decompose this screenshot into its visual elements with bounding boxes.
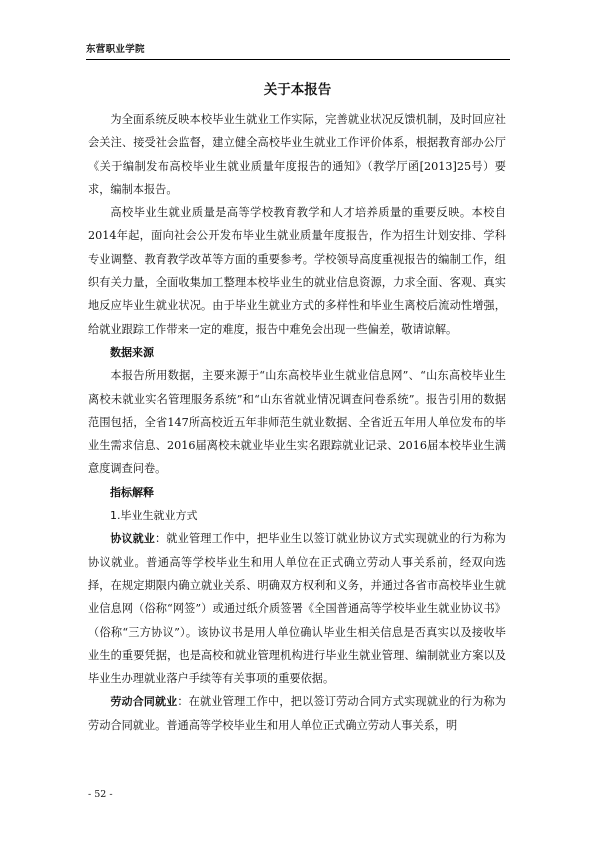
report-body	[88, 108, 506, 737]
indicator-heading: 指标解释	[110, 485, 154, 499]
contract-employment-paragraph	[88, 690, 506, 737]
contract-definition: ：在就业管理工作中，把以签订劳动合同方式实现就业的行为称为劳动合同就业。普通高等学校毕业生和用人单位正式确立劳动人事关系，明	[88, 695, 506, 732]
page-number: - 52 -	[88, 789, 113, 800]
header-institution: 东营职业学院	[86, 44, 145, 55]
agreement-definition: ：就业管理工作中，把毕业生以签订就业协议方式实现就业的行为称为协议就业。普通高等学校毕业生和用人单位在正式确立劳动人事关系前，经双向选择，在规定期限内确立就业关系、明确双方权利和义务，并通过各省市高校毕业生就业信息网（俗称“网签”）或通过纸介质签署《全国普通高等学校毕业生就业协议书》（俗称“三方协议”）。该协议书是用人单位确认毕业生相关信息是否真实以及接收毕业生的重要凭据，也是高校和就业管理机构进行毕业生就业管理、编制就业方案以及毕业生办理就业落户手续等有关事项的重要依据。	[88, 532, 506, 686]
data-source-heading: 数据来源	[110, 345, 154, 359]
agreement-employment-paragraph	[88, 527, 506, 690]
intro-paragraph: 为全面系统反映本校毕业生就业工作实际，完善就业状况反馈机制，及时回应社会关注、接受社会监督，建立健全高校毕业生就业工作评价体系，根据教育部办公厅《关于编制发布高校毕业生就业质量年度报告的通知》（教学厅函[2013]25号）要求，编制本报告。	[88, 113, 506, 196]
page-header	[86, 44, 510, 60]
contract-term: 劳动合同就业	[110, 695, 178, 709]
quality-paragraph: 高校毕业生就业质量是高等学校教育教学和人才培养质量的重要反映。本校自2014年起，面向社会公开发布毕业生就业质量年度报告，作为招生计划安排、学科专业调整、教育教学改革等方面的重要参考。学校领导高度重视报告的编制工作，组织有关力量，全面收集加工整理本校毕业生的就业信息资源，力求全面、客观、真实地反应毕业生就业状况。由于毕业生就业方式的多样性和毕业生离校后流动性增强，给就业跟踪工作带来一定的难度，报告中难免会出现一些偏差，敬请谅解。	[88, 206, 506, 336]
page-title: 关于本报告	[263, 82, 332, 98]
employment-mode-heading: 1.毕业生就业方式	[110, 509, 198, 523]
agreement-term: 协议就业	[110, 532, 155, 546]
data-source-paragraph: 本报告所用数据，主要来源于“山东高校毕业生就业信息网”、“山东高校毕业生离校未就业实名管理服务系统”和“山东省就业情况调查问卷系统”。报告引用的数据范围包括，全省147所高校近五年非师范生就业数据、全省近五年用人单位发布的毕业生需求信息、2016届离校未就业毕业生实名跟踪就业记录、2016届本校毕业生满意度调查问卷。	[88, 369, 506, 476]
header-rule	[86, 59, 510, 60]
